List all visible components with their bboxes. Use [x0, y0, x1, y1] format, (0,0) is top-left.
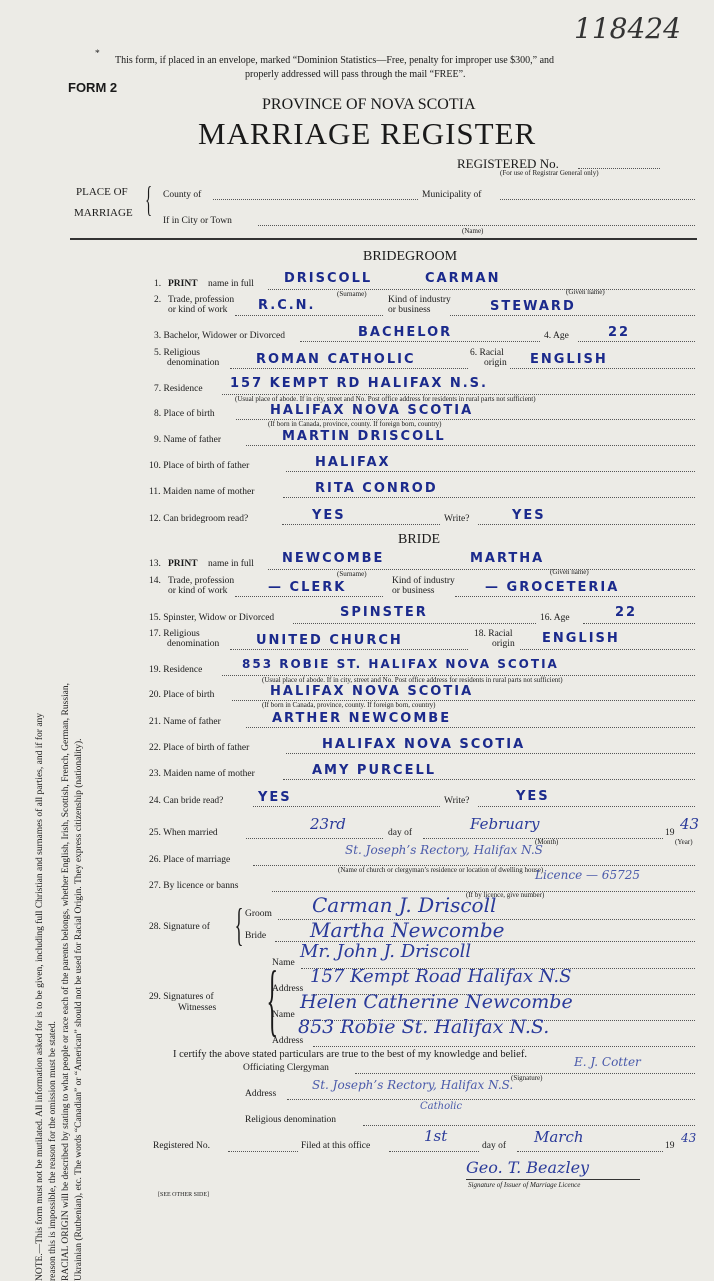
q6-label-a: 6. Racial [470, 348, 504, 358]
clergy-address-label: Address [245, 1089, 277, 1099]
bride-given-caption: (Given name) [550, 568, 589, 576]
issuer-signature: Geo. T. Beazley [466, 1158, 590, 1177]
q9-label: 9. Name of father [154, 435, 221, 445]
bride-heading: BRIDE [398, 532, 440, 547]
filed-month: March [534, 1128, 584, 1146]
q11-label: 11. Maiden name of mother [149, 487, 255, 497]
bride-industry-a: Kind of industry [392, 576, 455, 586]
groom-religion: ROMAN CATHOLIC [256, 352, 416, 367]
clergy-religion: Catholic [420, 1101, 463, 1112]
q27-label: 27. By licence or banns [149, 881, 239, 891]
bride-read: YES [258, 790, 292, 805]
groom-given: CARMAN [425, 271, 501, 286]
certify-text: I certify the above stated particulars are true to the best of my knowledge and belief. [173, 1049, 527, 1060]
notice-line-1: This form, if placed in an envelope, marked “Dominion Statistics—Free, penalty for improper use $300,” and [115, 55, 555, 66]
bride-birthplace: HALIFAX NOVA SCOTIA [270, 684, 474, 699]
bride-religion: UNITED CHURCH [256, 633, 403, 648]
bridegroom-heading: BRIDEGROOM [363, 249, 458, 264]
province-heading: PROVINCE OF NOVA SCOTIA [262, 96, 476, 113]
groom-mother: RITA CONROD [315, 481, 438, 496]
side-note-line-2: reason this is impossible, the reason for the omission must be stated. [48, 1021, 58, 1281]
city-town-label: If in City or Town [163, 216, 232, 226]
q6-label-b: origin [484, 358, 507, 368]
married-year: 43 [680, 815, 700, 833]
registrar-note: (For use of Registrar General only) [500, 169, 599, 177]
q13-num: 13. [149, 559, 161, 569]
marriage-place: St. Joseph’s Rectory, Halifax N.S [345, 843, 543, 857]
q8-label: 8. Place of birth [154, 409, 215, 419]
groom-birthplace: HALIFAX NOVA SCOTIA [270, 403, 474, 418]
bride-surname: NEWCOMBE [282, 551, 385, 566]
groom-father: MARTIN DRISCOLL [282, 429, 446, 444]
q18-label-b: origin [492, 639, 515, 649]
notice-line-2: properly addressed will pass through the mail “FREE”. [245, 69, 466, 80]
groom-read: YES [312, 508, 346, 523]
day-of-label: day of [388, 828, 413, 838]
bride-father-birth: HALIFAX NOVA SCOTIA [322, 737, 526, 752]
q1-print: PRINT [168, 279, 198, 289]
bride-signature: Martha Newcombe [310, 918, 505, 942]
bride-business: — GROCETERIA [485, 580, 620, 595]
witness1-address-label: Address [272, 984, 304, 994]
q18-label-a: 18. Racial [474, 629, 513, 639]
issuer-caption: Signature of Issuer of Marriage Licence [468, 1181, 581, 1189]
groom-given-caption: (Given name) [566, 288, 605, 296]
q13-label: name in full [208, 559, 254, 569]
bride-father: ARTHER NEWCOMBE [272, 711, 452, 726]
groom-signature: Carman J. Driscoll [312, 893, 497, 917]
officiating-label: Officiating Clergyman [243, 1063, 329, 1073]
witness1-address: 157 Kempt Road Halifax N.S [310, 966, 572, 987]
q29-label-a: 29. Signatures of [149, 992, 214, 1002]
religion-label: Religious denomination [245, 1115, 337, 1125]
registered-no-label: REGISTERED No. [457, 156, 559, 171]
witness-brace: { [266, 956, 278, 1044]
groom-residence-caption: (Usual place of abode. If in city, street and No. Post office address for residents in rural parts not sufficient) [235, 395, 536, 403]
q2-label-b: or kind of work [168, 305, 228, 315]
q24-label: 24. Can bride read? [149, 796, 224, 806]
year-caption: (Year) [675, 838, 693, 846]
q26-label: 26. Place of marriage [149, 855, 231, 865]
municipality-label: Municipality of [422, 190, 482, 200]
q14-num: 14. [149, 576, 161, 586]
q17-label-a: 17. Religious [149, 629, 200, 639]
licence-number: Licence — 65725 [535, 868, 640, 882]
witness1-name-label: Name [272, 958, 295, 968]
place-of-label: PLACE OF [76, 186, 128, 198]
q5-label-b: denomination [167, 358, 220, 368]
witness2-address: 853 Robie St. Halifax N.S. [298, 1016, 550, 1038]
signature-brace: { [234, 899, 244, 950]
q1-num: 1. [154, 279, 162, 289]
married-day: 23rd [310, 815, 346, 833]
q16-label: 16. Age [540, 613, 570, 623]
q23-label: 23. Maiden name of mother [149, 769, 255, 779]
q2-num: 2. [154, 295, 162, 305]
clergy-address: St. Joseph’s Rectory, Halifax N.S. [312, 1078, 514, 1092]
married-month: February [470, 815, 540, 833]
county-label: County of [163, 190, 202, 200]
groom-residence: 157 KEMPT RD HALIFAX N.S. [230, 376, 488, 391]
filed-year-prefix: 19 [665, 1141, 675, 1151]
q15-label: 15. Spinster, Widow or Divorced [149, 613, 275, 623]
footer-day-of: day of [482, 1141, 507, 1151]
filed-year: 43 [681, 1131, 697, 1145]
bride-mother: AMY PURCELL [312, 763, 437, 778]
q1-label: name in full [208, 279, 254, 289]
bride-birth-caption: (If born in Canada, province, county. If foreign born, country) [262, 701, 436, 709]
filed-day: 1st [424, 1127, 448, 1145]
groom-business: STEWARD [490, 299, 576, 314]
side-note [34, 321, 86, 1281]
q14-label-b: or kind of work [168, 586, 228, 596]
bride-write-label: Write? [444, 796, 470, 806]
bride-given: MARTHA [470, 551, 545, 566]
q5-label-a: 5. Religious [154, 348, 200, 358]
groom-father-birth: HALIFAX [315, 455, 391, 470]
form-number: FORM 2 [68, 80, 118, 95]
q2-label-a: Trade, profession [168, 295, 235, 305]
groom-trade: R.C.N. [258, 298, 316, 313]
q19-label: 19. Residence [149, 665, 203, 675]
side-note-line-1: NOTE.—This form must not be mutilated. All information asked for is to be given, including full Christian and surnames of all parties, and if for any [35, 712, 45, 1281]
clergy-signature: E. J. Cotter [574, 1055, 641, 1069]
year-prefix: 19 [665, 828, 675, 838]
groom-label: Groom [245, 909, 272, 919]
q17-label-b: denomination [167, 639, 220, 649]
name-caption: (Name) [462, 227, 484, 235]
q25-label: 25. When married [149, 828, 218, 838]
q20-label: 20. Place of birth [149, 690, 215, 700]
bride-status: SPINSTER [340, 605, 428, 620]
groom-age: 22 [608, 325, 631, 340]
side-note-line-4: Ukrainian (Ruthenian), etc. The words “Canadian” or “American” should not be used for Racial Origin. They express citizenship (nationality). [74, 738, 84, 1281]
month-caption: (Month) [535, 838, 559, 846]
bride-trade: — CLERK [268, 580, 347, 595]
groom-write: YES [512, 508, 546, 523]
marriage-label: MARRIAGE [74, 207, 133, 219]
q22-label: 22. Place of birth of father [149, 743, 250, 753]
witness2-address-label: Address [272, 1036, 304, 1046]
filed-label: Filed at this office [301, 1141, 371, 1151]
bride-residence-caption: (Usual place of abode. If in city, street and No. Post office address for residents in rural parts not sufficient) [262, 676, 563, 684]
q21-label: 21. Name of father [149, 717, 221, 727]
bride-surname-caption: (Surname) [337, 570, 367, 578]
groom-surname: DRISCOLL [284, 271, 373, 286]
witness2-name-label: Name [272, 1010, 295, 1020]
star-mark: * [95, 49, 100, 59]
groom-birth-caption: (If born in Canada, province, county. If foreign born, country) [268, 420, 442, 428]
bride-industry-b: or business [392, 586, 435, 596]
licence-caption: (If by licence, give number) [466, 891, 545, 899]
q28-label: 28. Signature of [149, 922, 210, 932]
q29-label-b: Witnesses [178, 1003, 217, 1013]
bride-age: 22 [615, 605, 638, 620]
q13-print: PRINT [168, 559, 198, 569]
bride-residence: 853 ROBIE ST. HALIFAX NOVA SCOTIA [242, 657, 559, 671]
q3-label: 3. Bachelor, Widower or Divorced [154, 331, 285, 341]
q12-label: 12. Can bridegroom read? [149, 514, 249, 524]
bride-label: Bride [245, 931, 267, 941]
groom-industry-a: Kind of industry [388, 295, 451, 305]
side-note-line-3: RACIAL ORIGIN will be described by stating to what people or race each of the parents belongs, whether English, Irish, Scottish, French, German, Russian, [61, 682, 71, 1281]
groom-racial: ENGLISH [530, 352, 608, 367]
groom-write-label: Write? [444, 514, 470, 524]
groom-status: BACHELOR [358, 325, 453, 340]
place-brace: { [145, 179, 153, 219]
groom-industry-b: or business [388, 305, 431, 315]
witness2-name: Helen Catherine Newcombe [300, 991, 573, 1013]
q10-label: 10. Place of birth of father [149, 461, 250, 471]
page-number: 118424 [574, 12, 681, 45]
bride-write: YES [516, 789, 550, 804]
witness1-name: Mr. John J. Driscoll [300, 941, 472, 962]
q7-label: 7. Residence [154, 384, 203, 394]
see-other-side: [SEE OTHER SIDE] [158, 1192, 209, 1198]
groom-surname-caption: (Surname) [337, 290, 367, 298]
signature-caption: (Signature) [511, 1074, 543, 1082]
bride-racial: ENGLISH [542, 631, 620, 646]
q4-label: 4. Age [544, 331, 569, 341]
register-title: MARRIAGE REGISTER [198, 116, 537, 151]
q14-label-a: Trade, profession [168, 576, 235, 586]
footer-registered-label: Registered No. [153, 1141, 210, 1151]
place-caption: (Name of church or clergyman’s residence or location of dwelling house) [338, 866, 544, 874]
